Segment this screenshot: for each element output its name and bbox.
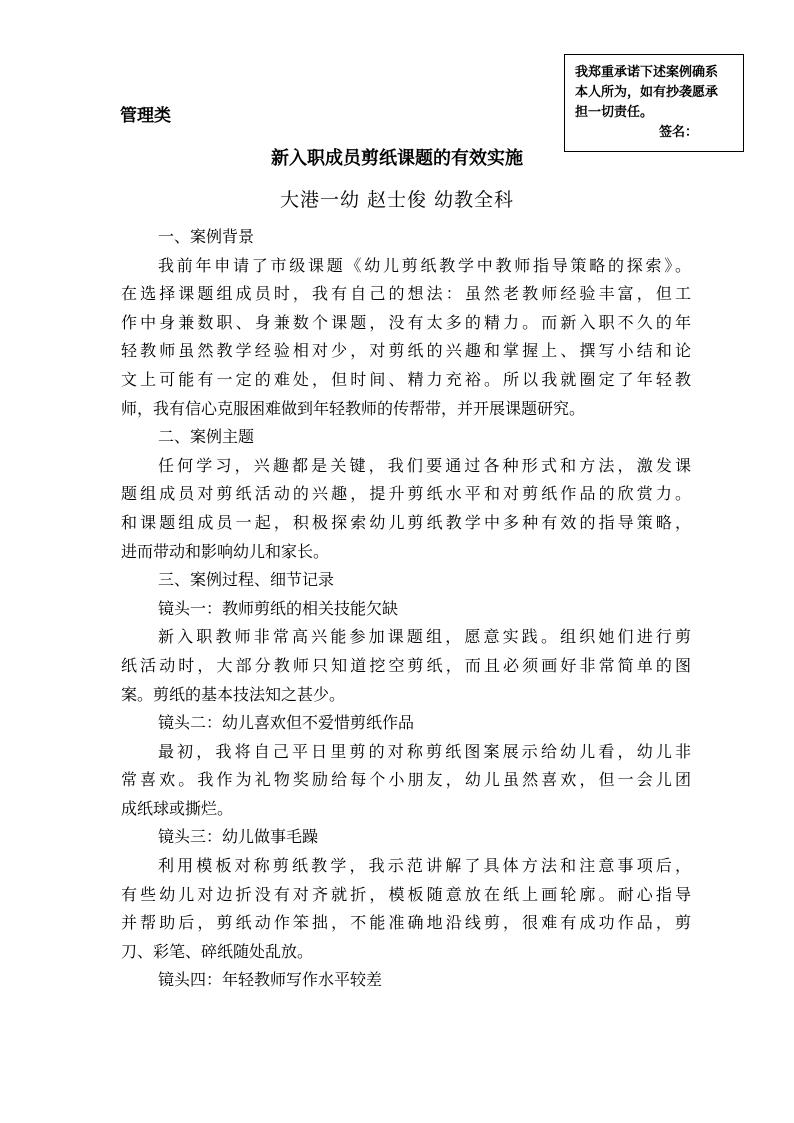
body-line: 作中身兼数职、身兼数个课题，没有太多的精力。而新入职不久的年 (121, 312, 691, 332)
body-line: 我前年申请了市级课题《幼儿剪纸教学中教师指导策略的探索》。 (158, 255, 691, 275)
body-line: 一、案例背景 (158, 227, 255, 246)
body-line: 镜头一：教师剪纸的相关技能欠缺 (158, 598, 399, 618)
body-line: 最初，我将自己平日里剪的对称剪纸图案展示给幼儿看，幼儿非 (158, 741, 691, 761)
pledge-line-1: 我郑重承诺下述案例确系 (575, 65, 719, 80)
body-line: 二、案例主题 (158, 427, 255, 447)
body-line: 镜头四：年轻教师写作水平较差 (158, 970, 383, 990)
body-line: 师，我有信心克服困难做到年轻教师的传帮带，并开展课题研究。 (121, 398, 586, 418)
body-line: 和课题组成员一起，积极探索幼儿剪纸教学中多种有效的指导策略， (121, 512, 691, 532)
document-title: 新入职成员剪纸课题的有效实施 (271, 148, 523, 169)
body-line: 并帮助后，剪纸动作笨拙，不能准确地沿线剪，很难有成功作品，剪 (121, 913, 691, 933)
body-line: 三、案例过程、细节记录 (158, 570, 335, 590)
body-line: 镜头二：幼儿喜欢但不爱惜剪纸作品 (158, 713, 415, 733)
pledge-line-3: 担一切责任。 (575, 105, 654, 120)
body-line: 有些幼儿对边折没有对齐就折，模板随意放在纸上画轮廓。耐心指导 (121, 884, 691, 904)
body-line: 新入职教师非常高兴能参加课题组，愿意实践。组织她们进行剪 (158, 627, 691, 647)
body-line: 常喜欢。我作为礼物奖励给每个小朋友，幼儿虽然喜欢，但一会儿团 (121, 770, 691, 790)
body-line: 利用模板对称剪纸教学，我示范讲解了具体方法和注意事项后， (158, 856, 691, 876)
body-line: 纸活动时，大部分教师只知道挖空剪纸，而且必须画好非常简单的图 (121, 655, 691, 675)
body-line: 文上可能有一定的难处，但时间、精力充裕。所以我就圈定了年轻教 (121, 369, 691, 389)
body-line: 成纸球或撕烂。 (121, 798, 234, 818)
pledge-box (564, 54, 744, 152)
category-label: 管理类 (120, 106, 171, 126)
body-line: 进而带动和影响幼儿和家长。 (121, 541, 330, 561)
pledge-line-2: 本人所为，如有抄袭愿承 (575, 85, 719, 100)
document-body (121, 223, 691, 995)
body-line: 在选择课题组成员时，我有自己的想法：虽然老教师经验丰富，但工 (121, 284, 691, 304)
body-line: 任何学习，兴趣都是关键，我们要通过各种形式和方法，激发课 (158, 455, 691, 475)
signature-label: 签名： (659, 125, 699, 140)
body-line: 刀、彩笔、碎纸随处乱放。 (121, 941, 314, 961)
body-line: 题组成员对剪纸活动的兴趣，提升剪纸水平和对剪纸作品的欣赏力。 (121, 484, 691, 504)
body-line: 镜头三：幼儿做事毛躁 (158, 827, 319, 847)
author-line: 大港一幼 赵士俊 幼教全科 (279, 189, 515, 211)
body-line: 案。剪纸的基本技法知之甚少。 (121, 684, 346, 704)
body-line: 轻教师虽然教学经验相对少，对剪纸的兴趣和掌握上、撰写小结和论 (121, 341, 691, 361)
